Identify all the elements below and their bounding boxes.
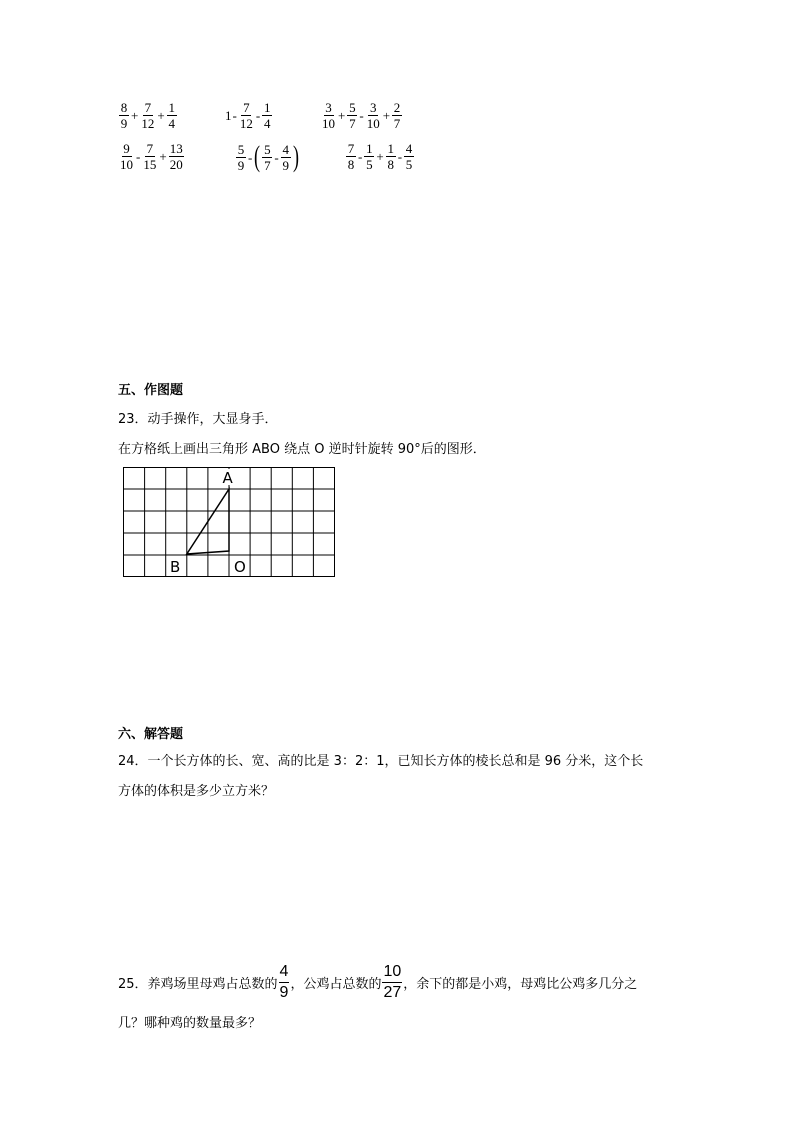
fraction: $\frac{4}{5}$ bbox=[405, 141, 413, 172]
question-25-line-2: 几？哪种鸡的数量最多？ bbox=[118, 1016, 262, 1031]
fraction: $\frac{5}{7}$ bbox=[264, 141, 271, 173]
fraction: $\frac{7}{12}$ bbox=[239, 100, 253, 131]
fraction: $\frac{5}{7}$ bbox=[349, 100, 356, 131]
fraction-roosters: $\frac{10}{27}$ bbox=[383, 963, 402, 1001]
fraction: $\frac{1}{4}$ bbox=[168, 100, 175, 131]
fraction: $\frac{1}{8}$ bbox=[387, 141, 394, 172]
expression-2-2: $\frac{5}{9}$ - ( $\frac{5}{7}$ - $\frac{4}{9}$ ) bbox=[237, 140, 299, 173]
fraction: $\frac{1}{4}$ bbox=[263, 100, 271, 131]
grid-svg bbox=[123, 467, 339, 579]
expression-1-1: $\frac{8}{9}$ + $\frac{7}{12}$ + $\frac{1}{4}$ bbox=[120, 100, 175, 131]
fraction: $\frac{2}{7}$ bbox=[393, 100, 401, 131]
fraction: $\frac{3}{10}$ bbox=[322, 100, 335, 131]
fraction: $\frac{8}{9}$ bbox=[120, 100, 128, 131]
fraction: $\frac{7}{15}$ bbox=[143, 141, 157, 172]
square-grid-figure bbox=[123, 467, 339, 583]
expression-2-1: $\frac{9}{10}$ - $\frac{7}{15}$ + $\frac{13}{20}$ bbox=[120, 141, 183, 172]
fraction: $\frac{3}{10}$ bbox=[366, 100, 380, 131]
fraction: $\frac{13}{20}$ bbox=[169, 141, 183, 172]
fraction: $\frac{5}{9}$ bbox=[237, 141, 245, 173]
label-b: B bbox=[170, 558, 181, 576]
section-heading-solve: 六、解答题 bbox=[118, 727, 184, 742]
label-a: A bbox=[222, 469, 233, 487]
question-23-title: 23．动手操作，大显身手． bbox=[118, 412, 278, 427]
question-25-line-1: 25．养鸡场里母鸡占总数的 $\frac{4}{9}$ ，公鸡占总数的 $\frac{10}{27}$ ，余下的都是小鸡，母鸡比公鸡多几分之 bbox=[118, 963, 638, 1001]
right-parenthesis: ) bbox=[292, 140, 299, 173]
label-o: O bbox=[234, 558, 246, 576]
fraction: $\frac{9}{10}$ bbox=[120, 141, 133, 172]
question-24-line-1: 24．一个长方体的长、宽、高的比是 3：2：1，已知长方体的棱长总和是 96 分米，这个长 bbox=[118, 754, 644, 769]
fraction: $\frac{4}{9}$ bbox=[282, 141, 289, 173]
expression-1-2: 1 - $\frac{7}{12}$ - $\frac{1}{4}$ bbox=[225, 100, 271, 131]
question-23-instruction: 在方格纸上画出三角形 ABO 绕点 O 逆时针旋转 90°后的图形． bbox=[118, 442, 486, 457]
fraction: $\frac{7}{12}$ bbox=[141, 100, 155, 131]
section-heading-drawing: 五、作图题 bbox=[118, 383, 184, 398]
fraction-hens: $\frac{4}{9}$ bbox=[279, 963, 289, 1001]
fraction: $\frac{7}{8}$ bbox=[347, 141, 355, 172]
expression-1-3: $\frac{3}{10}$ + $\frac{5}{7}$ - $\frac{3}{10}$ + $\frac{2}{7}$ bbox=[322, 100, 401, 131]
fraction: $\frac{1}{5}$ bbox=[366, 141, 373, 172]
expression-2-3: $\frac{7}{8}$ - $\frac{1}{5}$ + $\frac{1}{8}$ - $\frac{4}{5}$ bbox=[347, 141, 413, 172]
question-24-line-2: 方体的体积是多少立方米？ bbox=[118, 784, 275, 799]
left-parenthesis: ( bbox=[254, 140, 261, 173]
